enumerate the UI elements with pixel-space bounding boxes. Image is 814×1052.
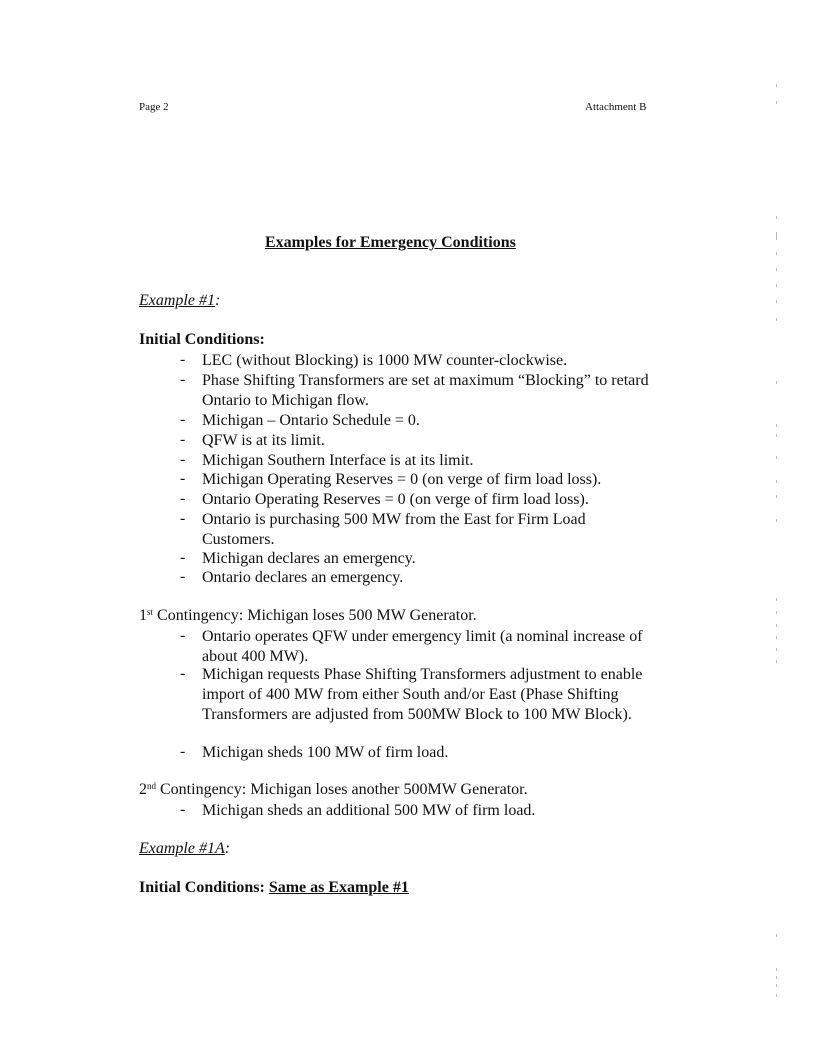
list-item-text: Michigan Southern Interface is at its limit.: [202, 452, 474, 469]
example-1a-initial-conditions-value: Same as Example #1: [268, 879, 409, 896]
bullet-dash: -: [180, 351, 186, 368]
list-item-text: Michigan – Ontario Schedule = 0.: [202, 412, 420, 429]
list-item-text: Ontario Operating Reserves = 0 (on verge of firm load loss).: [202, 491, 589, 508]
list-item-text: Ontario is purchasing 500 MW from the East for Firm Load Customers.: [202, 511, 586, 548]
bullet-dash: -: [180, 665, 186, 682]
bullet-dash: -: [180, 411, 186, 428]
bullet-dash: -: [180, 451, 186, 468]
attachment-label: Attachment B: [585, 101, 647, 113]
bullet-dash: -: [180, 431, 186, 448]
list-item-text: Michigan Operating Reserves = 0 (on verge of firm load loss).: [202, 471, 602, 488]
scan-margin-marks: [776, 0, 778, 1052]
bullet-dash: -: [180, 801, 186, 818]
contingency-2-heading: [139, 781, 528, 799]
list-item-text: Phase Shifting Transformers are set at maximum “Blocking” to retard Ontario to Michigan flow.: [202, 372, 649, 409]
example-1-label: Example #1: [139, 292, 215, 309]
list-item-text: Michigan sheds 100 MW of firm load.: [202, 744, 449, 761]
example-1a-initial-conditions-heading: Initial Conditions:: [139, 879, 265, 896]
example-1a-label: Example #1A: [139, 840, 225, 857]
list-item-text: Ontario declares an emergency.: [202, 569, 404, 586]
bullet-dash: -: [180, 510, 186, 527]
contingency-1-ordinal: 1: [139, 607, 147, 624]
example-1a-initial-conditions: [139, 879, 409, 897]
contingency-2-ordinal: 2: [139, 781, 147, 798]
page-number: Page 2: [139, 101, 169, 113]
example-1-colon: :: [214, 292, 221, 309]
contingency-2-text: Contingency: Michigan loses another 500MW Generator.: [156, 781, 528, 798]
bullet-dash: -: [180, 568, 186, 585]
contingency-2-suffix: nd: [147, 781, 156, 791]
bullet-dash: -: [180, 743, 186, 760]
page-title: Examples for Emergency Conditions: [265, 234, 516, 251]
list-item-text: Michigan declares an emergency.: [202, 550, 416, 567]
contingency-1-text: Contingency: Michigan loses 500 MW Generator.: [153, 607, 477, 624]
bullet-dash: -: [180, 627, 186, 644]
example-1a-heading: [139, 840, 230, 858]
list-item-text: LEC (without Blocking) is 1000 MW counter-clockwise.: [202, 352, 568, 369]
example-1a-colon: :: [224, 840, 231, 857]
list-item-text: Michigan requests Phase Shifting Transformers adjustment to enable import of 400 MW from either South and/or East (Phase Shifting Transformers are adjusted from 500MW Block to 100 MW Block).: [202, 666, 643, 723]
bullet-dash: -: [180, 549, 186, 566]
bullet-dash: -: [180, 371, 186, 388]
bullet-dash: -: [180, 470, 186, 487]
list-item-text: Ontario operates QFW under emergency limit (a nominal increase of about 400 MW).: [202, 628, 643, 665]
list-item-text: QFW is at its limit.: [202, 432, 325, 449]
bullet-dash: -: [180, 490, 186, 507]
contingency-1-suffix: st: [147, 607, 154, 617]
example-1-heading: [139, 292, 220, 310]
initial-conditions-heading: Initial Conditions:: [139, 331, 265, 348]
contingency-1-heading: [139, 607, 477, 625]
list-item-text: Michigan sheds an additional 500 MW of firm load.: [202, 802, 536, 819]
